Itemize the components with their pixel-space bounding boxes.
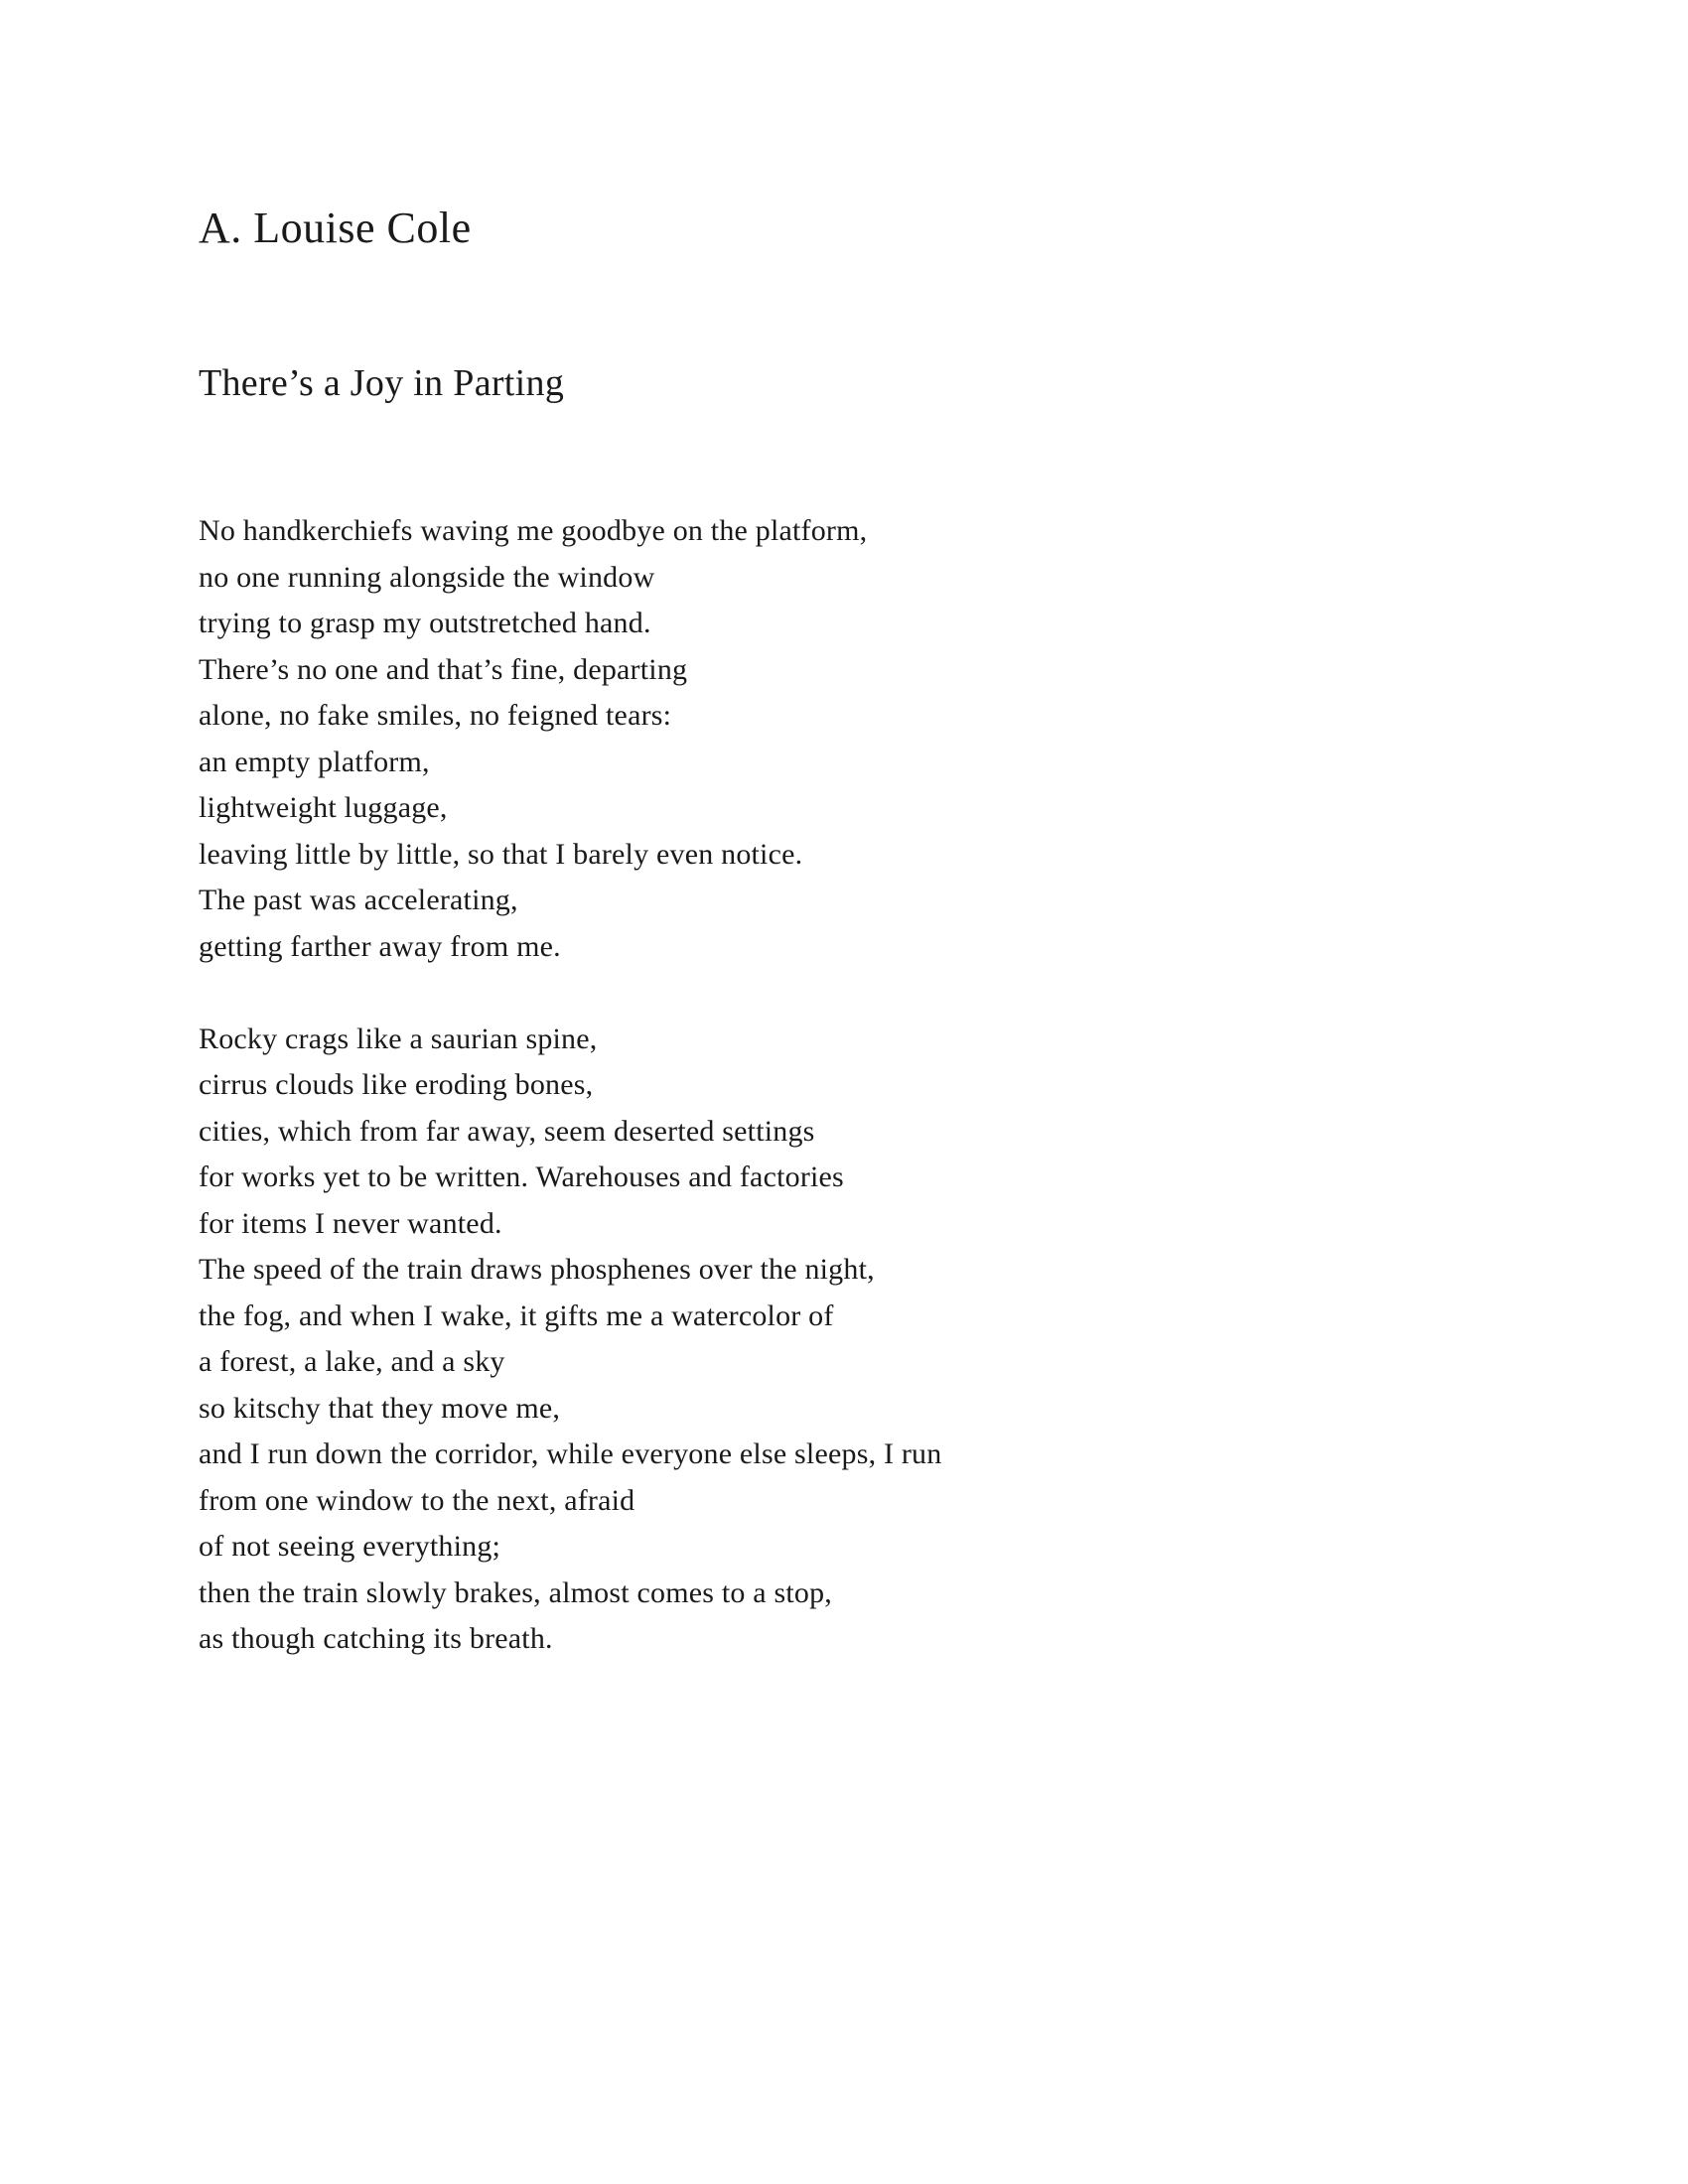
poem-line: The speed of the train draws phosphenes over the night,	[199, 1253, 875, 1286]
poem-line: getting farther away from me.	[199, 929, 561, 963]
poem-line: leaving little by little, so that I barely even notice.	[199, 837, 803, 871]
poem-line: an empty platform,	[199, 745, 430, 778]
poem-body	[199, 508, 941, 1663]
poem-line: from one window to the next, afraid	[199, 1483, 635, 1517]
poem-line: and I run down the corridor, while everyone else sleeps, I run	[199, 1437, 942, 1470]
poem-line: cirrus clouds like eroding bones,	[199, 1068, 594, 1101]
poem-line: trying to grasp my outstretched hand.	[199, 607, 651, 639]
poem-line: of not seeing everything;	[199, 1530, 501, 1563]
poem-line: No handkerchiefs waving me goodbye on the platform,	[199, 514, 868, 547]
poem-line: The past was accelerating,	[199, 884, 518, 916]
poem-line: Rocky crags like a saurian spine,	[199, 1022, 598, 1055]
poem-line: cities, which from far away, seem deserted settings	[199, 1114, 815, 1148]
poem-line: a forest, a lake, and a sky	[199, 1345, 505, 1378]
poem-line: no one running alongside the window	[199, 560, 655, 594]
poem-line: so kitschy that they move me,	[199, 1391, 561, 1425]
author-name: A. Louise Cole	[199, 204, 472, 252]
poem-line: lightweight luggage,	[199, 791, 448, 824]
poem-line: then the train slowly brakes, almost comes to a stop,	[199, 1575, 832, 1609]
poem-line: for works yet to be written. Warehouses and factories	[199, 1160, 844, 1193]
poem-line: for items I never wanted.	[199, 1206, 502, 1240]
stanza	[199, 508, 941, 970]
poem-line: There’s no one and that’s fine, departing	[199, 652, 688, 686]
poem-line: the fog, and when I wake, it gifts me a watercolor of	[199, 1298, 834, 1332]
poem-title: There’s a Joy in Parting	[199, 362, 565, 404]
poem-line: as though catching its breath.	[199, 1622, 553, 1655]
poem-line: alone, no fake smiles, no feigned tears:	[199, 699, 672, 732]
stanza	[199, 1017, 941, 1663]
